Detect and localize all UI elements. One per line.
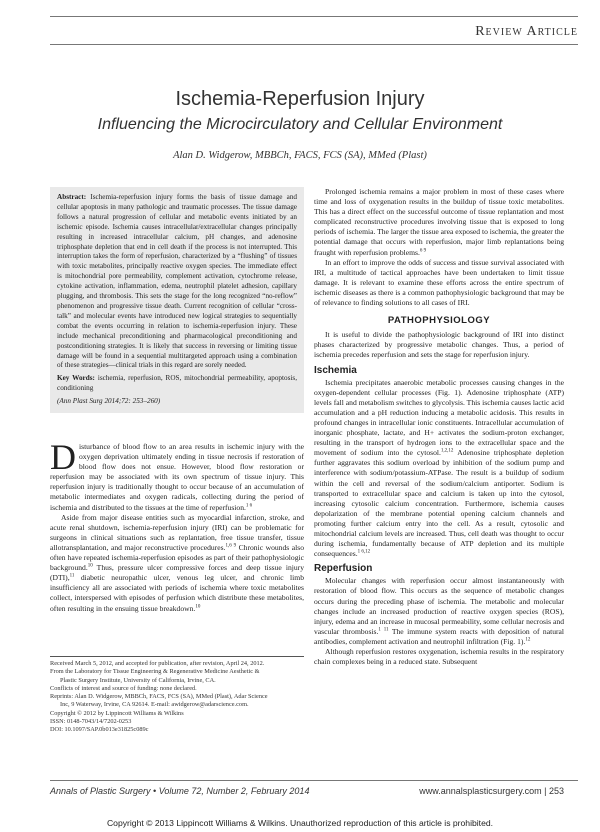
footnote-rule <box>50 656 304 657</box>
ref: 1,2,12 <box>440 448 454 454</box>
footnote-line: DOI: 10.1097/SAP.0b013e31825c089c <box>50 726 149 734</box>
footnote-line: Reprints: Alan D. Widgerow, MBBCh, FACS, FCS (SA), MMed (Plast), Adar Science <box>50 693 268 701</box>
intro-paragraph-2 <box>50 513 304 614</box>
keywords-text: ischemia, reperfusion, ROS, mitochondrial permeability, apoptosis, conditioning <box>57 374 297 393</box>
ref: 1,6 9 <box>225 543 237 549</box>
intro-text-2d: diabetic neuropathic ulcer, venous leg ulcer, and chronic limb insufficiency all are associated with periods of ischemia where toxic metabolites collect, interspersed with episodes of perfusion which distribute these metabolites, often resulting in the ensuing tissue breakdown. <box>50 573 304 613</box>
footnote-line: Conflicts of interest and source of funding: none declared. <box>50 684 197 692</box>
article-title: Ischemia-Reperfusion Injury <box>175 88 425 110</box>
journal-footer: Annals of Plastic Surgery • Volume 72, Number 2, February 2014 <box>50 786 310 796</box>
footnote-line: Received March 5, 2012, and accepted for publication, after revision, April 24, 2012. <box>50 660 265 667</box>
intro-text-1: isturbance of blood flow to an area results in ischemic injury with the oxygen deprivation ultimately ending in tissue necrosis if restoration of blood flow does not ensue. However, blood flow restoration or reperfusion may be associated with its own spectrum of tissue injury. This reperfusion injury is traditionally thought to occur because of an accumulation of metabolic intermediates and oxygen radicals, collecting during the period of ischemia and distributed to the tissues at the time of reperfusion. <box>50 442 304 512</box>
abstract-paragraph <box>57 193 297 371</box>
keywords-label: Key Words: <box>57 374 95 383</box>
copyright-notice: Copyright © 2013 Lippincott Williams & Wilkins. Unauthorized reproduction of this article is prohibited. <box>106 818 494 828</box>
intro-text-2c: Thus, pressure ulcer compressive forces and deep tissue injury (DTI), <box>50 563 304 583</box>
footnote-line: Copyright © 2012 by Lippincott Williams & Wilkins <box>50 709 184 717</box>
ref: 1 11 <box>378 627 389 633</box>
ref: 11 <box>69 573 75 579</box>
citation: (Ann Plast Surg 2014;72: 253–260) <box>57 397 161 406</box>
intro-section <box>50 437 304 614</box>
footnote-line: From the Laboratory for Tissue Engineering & Regenerative Medicine Aesthetic & <box>50 668 260 676</box>
intro-text-2b: Chronic wounds also often have repeated ischemia-reperfusion episodes as part of their pathophysiologic background. <box>50 542 304 573</box>
ref: 10 <box>87 563 93 569</box>
footnote-line: Plastic Surgery Institute, University of California, Irvine, CA. <box>60 676 216 684</box>
body-text: Prolonged ischemia remains a major problem in most of these cases where time and loss of oxygenation results in the buildup of tissue toxic metabolites. This has a direct effect on the successful outcome of tissue replantation and most complicated reconstructive procedures involving tissue that is exposed to long periods of ischemia. The larger the tissue area exposed to ischemia, the greater the potential damage that occurs with reperfusion, major limb replantations being fraught with reperfusion problems. <box>314 187 565 257</box>
right-column <box>314 187 564 667</box>
abstract-text: Ischemia-reperfusion injury forms the basis of tissue damage and cellular apoptosis in many pathologic and traumatic processes. The tissue damage follows a natural progression of cellular and metabolic events initiated by an ischemic episode. Ischemia causes intracellular/extracellular changes principally resulting in increased intracellular calcium, pH changes, and adenosine triphosphate depletion that end in cell death if the process is not interrupted. This interruption takes the form of reperfusion, characterized by a “flushing” of tissues with toxic metabolites, principally reactive oxygen species. The immediate effect is mitochondrial pore permeability, complement activation, cytochrome release, cytokine activation, inflammation, edema, neutrophil platelet adhesion, capillary plugging, and thrombosis. This sets the stage for the long recognized “no-reflow” phenomenon and progressive tissue death. Current recognition of cellular “cross-talk” and molecular events have introduced new logical strategies to sequentially combat the events occurring in relation to ischemia-reperfusion injury. These include mechanical preconditioning and pharmacological preconditioning and postconditioning strategies. It is likely that success in reversing or limiting tissue damage will be found in a sequential multitargeted approach using a combination of these strategies—clinical trials in this regard are sorely needed. <box>57 193 298 370</box>
intro-text-2a: Aside from major disease entities such as myocardial infarction, stroke, and acute renal shutdown, ischemia-reperfusion injury (IRI) can be problematic for surgeons in clinical situations such as replantation, free tissue transfer, tissue allotransplantation, and major reconstructive procedures. <box>50 512 304 552</box>
body-paragraph <box>314 576 564 647</box>
body-paragraph: Although reperfusion restores oxygenation, ischemia results in the respiratory chain complexes being in a reduced state. Subsequent <box>314 647 564 667</box>
body-paragraph: It is useful to divide the pathophysiologic background of IRI into distinct phases characterized by progressive metabolic changes. Thus, a period of ischemia precedes reperfusion and sets the stage for reperfusion injury. <box>314 330 564 360</box>
body-paragraph <box>314 187 564 258</box>
body-text: The immune system reacts with deposition of natural antibodies, complement activation and neutrophil infiltration (Fig. 1). <box>314 626 564 646</box>
body-text: Adenosine triphosphate depletion further aggravates this sodium overload by inhibition of the sodium pump and interference with sodium/potassium-ATPase. The result is a buildup of sodium within the cell and reversal of the sodium/calcium antiporter. Sodium is transported to extracellular space and calcium is taken up into the cytosol, increasing cytosolic calcium concentration. Furthermore, ischemia causes depolarization of the membrane potential opening calcium channels and promoting further calcium entry into the cell. As a result, cytosolic and mitochondrial calcium levels are increased. Thus, cell death was thought to occur during ischemia, fundamentally because of ATP depletion and its multiple consequences. <box>314 448 564 559</box>
article-subtitle: Influencing the Microcirculatory and Cellular Environment <box>97 116 503 133</box>
header-rule <box>50 44 578 45</box>
footer-rule <box>50 780 578 781</box>
footnote-line: ISSN: 0148-7043/14/7202-0253 <box>50 718 132 726</box>
article-authors: Alan D. Widgerow, MBBCh, FACS, FCS (SA), MMed (Plast) <box>173 150 427 161</box>
ref: 1 6,12 <box>357 549 371 555</box>
abstract-label: Abstract: <box>57 193 87 201</box>
section-heading-pathophysiology: PATHOPHYSIOLOGY <box>387 315 491 327</box>
ref: 1 6 <box>245 503 253 509</box>
subsection-heading-ischemia: Ischemia <box>314 364 357 376</box>
intro-paragraph-1 <box>50 437 304 513</box>
footnotes <box>50 660 304 735</box>
abstract-box <box>50 187 304 413</box>
body-paragraph <box>314 378 564 560</box>
body-paragraph: In an effort to improve the odds of success and tissue survival associated with IRI, a multitude of tactical approaches have been undertaken to limit tissue damage. It is relevant to examine these efforts across the entire spectrum of ischemic diseases as there is a common pathophysiologic background that may be of relevance to finding solutions to all cases of IRI. <box>314 257 564 308</box>
site-page-footer: www.annalsplasticsurgery.com | 253 <box>419 786 564 796</box>
keywords-paragraph <box>57 374 297 394</box>
section-label: Review Article <box>475 24 578 39</box>
ref: 10 <box>195 603 201 609</box>
top-rule <box>50 16 578 17</box>
ref: 6 9 <box>419 248 427 254</box>
footnote-line: Inc, 9 Waterway, Irvine, CA 92614. E-mail: awidgerow@adarscience.com. <box>60 701 249 709</box>
body-text: Ischemia precipitates anaerobic metabolic processes causing changes in the oxygen-dependent cellular processes (Fig. 1). Adenosine triphosphate (ATP) levels fall and metabolism switches to glycolysis. This ischemia causes lactic acid accumulation and a pH reduction inducing a metabolic acidosis. This results in profound changes in intracellular ionic constituents. Intracellular accumulation of inorganic phosphate, lactate, and H+ activates the sodium-proton exchanger, resulting in the transport of hydrogen ions to the extracellular space and the movement of sodium into the cytosol. <box>314 377 564 458</box>
subsection-heading-reperfusion: Reperfusion <box>314 563 373 575</box>
ref: 12 <box>525 637 531 643</box>
dropcap: D <box>50 437 76 477</box>
body-text: Molecular changes with reperfusion occur almost instantaneously with restoration of blood flow. This occurs as the sequence of metabolic changes occurs during the preceding phase of ischemia. The metabolic and molecular changes include an increased production of reactive oxygen species (ROS), injury, edema and an increase in mucosal permeability, some cellular necrosis and vascular thrombosis. <box>314 576 564 636</box>
